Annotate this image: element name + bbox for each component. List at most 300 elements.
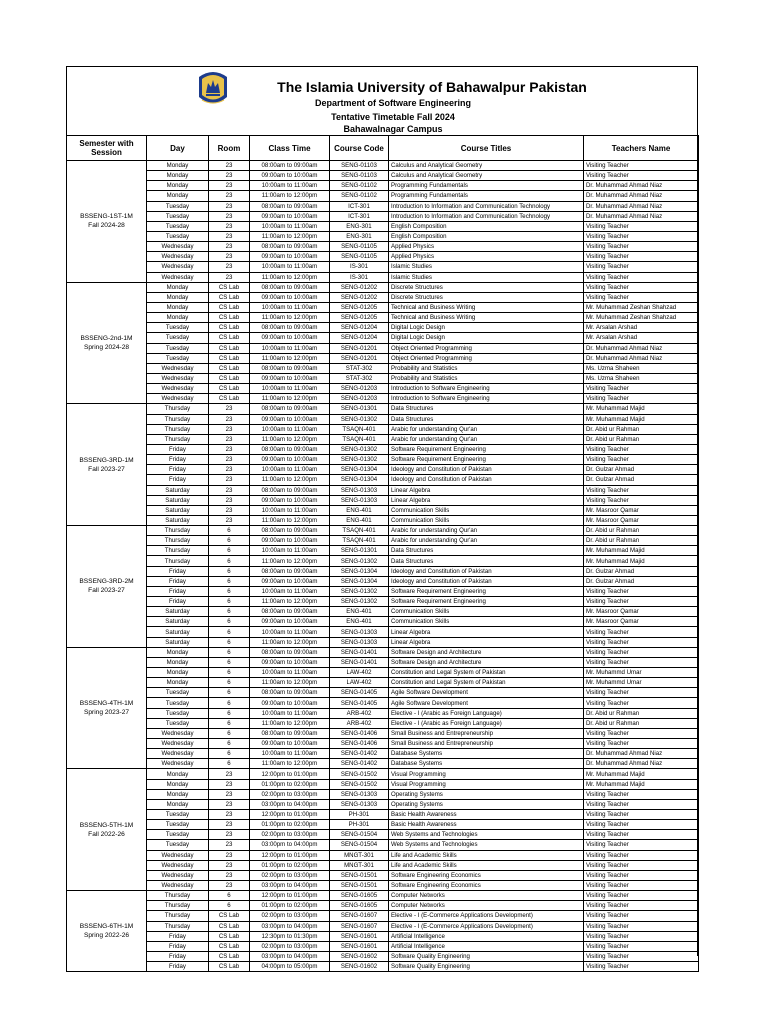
table-row [67,779,699,789]
table-row [67,444,699,454]
course-code-cell: SENG-01502 [330,769,389,779]
table-row [67,343,699,353]
teacher-cell: Visiting Teacher [584,850,699,860]
room-cell: 23 [209,424,250,434]
course-title-cell: Linear Algebra [389,627,584,637]
teacher-cell: Dr. Abid ur Rahman [584,526,699,536]
course-code-cell: SENG-01204 [330,333,389,343]
course-code-cell: SENG-01205 [330,313,389,323]
day-cell: Monday [147,171,209,181]
semester-session: Fall 2023-27 [88,465,125,473]
course-code-cell: SENG-01602 [330,962,389,972]
table-row [67,607,699,617]
course-title-cell: Software Requirement Engineering [389,455,584,465]
course-code-cell: SENG-01501 [330,870,389,880]
room-cell: 23 [209,434,250,444]
teacher-cell: Visiting Teacher [584,252,699,262]
teacher-cell: Visiting Teacher [584,647,699,657]
day-cell: Wednesday [147,363,209,373]
day-cell: Monday [147,678,209,688]
course-code-cell: ENG-301 [330,231,389,241]
semester-name: BSSENG-4TH-1M [79,700,134,708]
room-cell: CS Lab [209,363,250,373]
course-title-cell: Introduction to Information and Communication Technology [389,201,584,211]
course-title-cell: Islamic Studies [389,272,584,282]
room-cell: 6 [209,901,250,911]
room-cell: 23 [209,860,250,870]
course-title-cell: Arabic for understanding Qur'an [389,424,584,434]
room-cell: 6 [209,546,250,556]
time-cell: 08:00am to 09:00am [250,323,330,333]
room-cell: 6 [209,647,250,657]
time-cell: 12:00pm to 01:00pm [250,850,330,860]
room-cell: 23 [209,221,250,231]
day-cell: Monday [147,769,209,779]
time-cell: 09:00am to 10:00am [250,739,330,749]
teacher-cell: Mr. Muhammd Umar [584,668,699,678]
day-cell: Tuesday [147,698,209,708]
table-row [67,171,699,181]
room-cell: 23 [209,444,250,454]
course-code-cell: ENG-401 [330,617,389,627]
teacher-cell: Visiting Teacher [584,911,699,921]
time-cell: 03:00pm to 04:00pm [250,921,330,931]
course-code-cell: ENG-401 [330,515,389,525]
course-title-cell: Probability and Statistics [389,363,584,373]
course-title-cell: Linear Algebra [389,485,584,495]
room-cell: 23 [209,272,250,282]
teacher-cell: Visiting Teacher [584,799,699,809]
time-cell: 10:00am to 11:00am [250,262,330,272]
table-row [67,880,699,890]
day-cell: Wednesday [147,242,209,252]
time-cell: 11:00am to 12:00pm [250,231,330,241]
room-cell: 6 [209,617,250,627]
course-title-cell: Arabic for understanding Qur'an [389,434,584,444]
time-cell: 09:00am to 10:00am [250,576,330,586]
day-cell: Tuesday [147,840,209,850]
course-title-cell: Object Oriented Programming [389,353,584,363]
course-code-cell: SENG-01302 [330,586,389,596]
day-cell: Saturday [147,485,209,495]
room-cell: 6 [209,556,250,566]
teacher-cell: Visiting Teacher [584,637,699,647]
day-cell: Tuesday [147,343,209,353]
column-header: Semester with Session [67,136,147,161]
day-cell: Wednesday [147,880,209,890]
teacher-cell: Visiting Teacher [584,931,699,941]
table-row [67,637,699,647]
table-row [67,181,699,191]
course-code-cell: SENG-01601 [330,941,389,951]
day-cell: Friday [147,566,209,576]
table-row [67,840,699,850]
time-cell: 01:00pm to 02:00pm [250,820,330,830]
room-cell: 6 [209,718,250,728]
course-code-cell: LAW-402 [330,678,389,688]
table-row [67,627,699,637]
course-code-cell: SENG-01201 [330,353,389,363]
room-cell: 6 [209,657,250,667]
course-title-cell: Applied Physics [389,252,584,262]
room-cell: 23 [209,161,250,171]
course-title-cell: Database Systems [389,759,584,769]
teacher-cell: Dr. Abid ur Rahman [584,718,699,728]
day-cell: Monday [147,313,209,323]
time-cell: 09:00am to 10:00am [250,292,330,302]
table-row [67,799,699,809]
day-cell: Tuesday [147,211,209,221]
time-cell: 11:00am to 12:00pm [250,394,330,404]
table-row [67,384,699,394]
course-title-cell: Web Systems and Technologies [389,830,584,840]
semester-session: Fall 2023-27 [88,587,125,595]
day-cell: Wednesday [147,384,209,394]
time-cell: 10:00am to 11:00am [250,708,330,718]
time-cell: 11:00am to 12:00pm [250,272,330,282]
table-row [67,657,699,667]
room-cell: 6 [209,708,250,718]
day-cell: Tuesday [147,810,209,820]
teacher-cell: Visiting Teacher [584,597,699,607]
time-cell: 08:00am to 09:00am [250,444,330,454]
course-title-cell: Technical and Business Writing [389,302,584,312]
time-cell: 08:00am to 09:00am [250,485,330,495]
table-row [67,962,699,972]
time-cell: 08:00am to 09:00am [250,201,330,211]
time-cell: 08:00am to 09:00am [250,728,330,738]
teacher-cell: Mr. Muhammad Majid [584,404,699,414]
day-cell: Tuesday [147,333,209,343]
teacher-cell: Visiting Teacher [584,394,699,404]
table-row [67,536,699,546]
semester-cell [67,526,147,648]
teacher-cell: Visiting Teacher [584,586,699,596]
room-cell: 23 [209,211,250,221]
room-cell: 6 [209,586,250,596]
course-title-cell: Data Structures [389,556,584,566]
room-cell: 23 [209,505,250,515]
time-cell: 08:00am to 09:00am [250,161,330,171]
teacher-cell: Mr. Masroor Qamar [584,505,699,515]
day-cell: Monday [147,161,209,171]
course-title-cell: Probability and Statistics [389,373,584,383]
table-row [67,211,699,221]
time-cell: 11:00am to 12:00pm [250,475,330,485]
course-title-cell: Visual Programming [389,779,584,789]
course-title-cell: Agile Software Development [389,688,584,698]
course-title-cell: Computer Networks [389,901,584,911]
room-cell: 23 [209,870,250,880]
table-row [67,262,699,272]
day-cell: Friday [147,597,209,607]
time-cell: 08:00am to 09:00am [250,526,330,536]
time-cell: 03:00pm to 04:00pm [250,880,330,890]
teacher-cell: Dr. Muhammad Ahmad Niaz [584,191,699,201]
teacher-cell: Visiting Teacher [584,495,699,505]
teacher-cell: Mr. Muhammad Majid [584,769,699,779]
day-cell: Thursday [147,911,209,921]
room-cell: CS Lab [209,323,250,333]
time-cell: 02:00pm to 03:00pm [250,830,330,840]
day-cell: Wednesday [147,272,209,282]
course-title-cell: Software Requirement Engineering [389,586,584,596]
course-code-cell: SENG-01302 [330,597,389,607]
room-cell: CS Lab [209,962,250,972]
course-code-cell: MNGT-301 [330,850,389,860]
time-cell: 09:00am to 10:00am [250,536,330,546]
teacher-cell: Visiting Teacher [584,810,699,820]
room-cell: CS Lab [209,292,250,302]
room-cell: CS Lab [209,343,250,353]
course-code-cell: LAW-402 [330,668,389,678]
course-title-cell: Ideology and Constitution of Pakistan [389,465,584,475]
table-row [67,282,699,292]
course-code-cell: SENG-01102 [330,181,389,191]
time-cell: 08:00am to 09:00am [250,647,330,657]
course-code-cell: SENG-01204 [330,323,389,333]
course-code-cell: ENG-401 [330,505,389,515]
course-code-cell: SENG-01105 [330,252,389,262]
teacher-cell: Mr. Muhammad Majid [584,414,699,424]
time-cell: 10:00am to 11:00am [250,546,330,556]
table-row [67,414,699,424]
teacher-cell: Visiting Teacher [584,282,699,292]
day-cell: Tuesday [147,221,209,231]
course-code-cell: TSAQN-401 [330,434,389,444]
teacher-cell: Dr. Abid ur Rahman [584,424,699,434]
teacher-cell: Mr. Masroor Qamar [584,617,699,627]
semester-cell [67,282,147,404]
time-cell: 12:00pm to 01:00pm [250,810,330,820]
day-cell: Saturday [147,515,209,525]
day-cell: Thursday [147,434,209,444]
table-row [67,759,699,769]
teacher-cell: Dr. Abid ur Rahman [584,536,699,546]
course-code-cell: SENG-01103 [330,171,389,181]
time-cell: 04:00pm to 05:00pm [250,962,330,972]
teacher-cell: Visiting Teacher [584,820,699,830]
table-row [67,576,699,586]
teacher-cell: Visiting Teacher [584,840,699,850]
day-cell: Thursday [147,526,209,536]
day-cell: Wednesday [147,252,209,262]
room-cell: CS Lab [209,394,250,404]
course-title-cell: Agile Software Development [389,698,584,708]
room-cell: 23 [209,495,250,505]
day-cell: Wednesday [147,860,209,870]
table-row [67,586,699,596]
time-cell: 09:00am to 10:00am [250,455,330,465]
semester-cell [67,769,147,891]
time-cell: 09:00am to 10:00am [250,617,330,627]
course-title-cell: Software Requirement Engineering [389,597,584,607]
teacher-cell: Visiting Teacher [584,870,699,880]
day-cell: Monday [147,657,209,667]
course-code-cell: IS-301 [330,262,389,272]
time-cell: 02:00pm to 03:00pm [250,789,330,799]
course-code-cell: SENG-01302 [330,556,389,566]
teacher-cell: Visiting Teacher [584,242,699,252]
course-code-cell: STAT-302 [330,363,389,373]
course-code-cell: SENG-01302 [330,455,389,465]
room-cell: 23 [209,465,250,475]
table-row [67,647,699,657]
table-row [67,242,699,252]
day-cell: Tuesday [147,201,209,211]
room-cell: CS Lab [209,951,250,961]
day-cell: Wednesday [147,394,209,404]
semester-cell [67,161,147,283]
time-cell: 12:00pm to 01:00pm [250,769,330,779]
table-row [67,272,699,282]
table-row [67,566,699,576]
time-cell: 11:00am to 12:00pm [250,353,330,363]
day-cell: Tuesday [147,708,209,718]
course-code-cell: TSAQN-401 [330,526,389,536]
room-cell: 23 [209,171,250,181]
day-cell: Friday [147,951,209,961]
course-title-cell: Software Quality Engineering [389,962,584,972]
table-row [67,526,699,536]
course-code-cell: SENG-01303 [330,627,389,637]
table-row [67,718,699,728]
course-code-cell: SENG-01303 [330,789,389,799]
course-title-cell: Technical and Business Writing [389,313,584,323]
teacher-cell: Mr. Masroor Qamar [584,607,699,617]
teacher-cell: Dr. Muhammad Ahmad Niaz [584,749,699,759]
course-code-cell: TSAQN-401 [330,536,389,546]
semester-name: BSSENG-3RD-1M [79,456,134,464]
table-row [67,302,699,312]
room-cell: 23 [209,769,250,779]
room-cell: 6 [209,637,250,647]
course-code-cell: ARB-402 [330,718,389,728]
teacher-cell: Visiting Teacher [584,161,699,171]
time-cell: 11:00am to 12:00pm [250,313,330,323]
room-cell: 6 [209,536,250,546]
table-row [67,495,699,505]
course-title-cell: Artificial Intelligence [389,941,584,951]
table-row [67,404,699,414]
column-header: Course Titles [389,136,584,161]
course-title-cell: Discrete Structures [389,282,584,292]
day-cell: Monday [147,292,209,302]
room-cell: 6 [209,526,250,536]
course-code-cell: STAT-302 [330,373,389,383]
course-title-cell: Calculus and Analytical Geometry [389,171,584,181]
room-cell: 6 [209,678,250,688]
time-cell: 09:00am to 10:00am [250,414,330,424]
column-header: Room [209,136,250,161]
time-cell: 03:00pm to 04:00pm [250,951,330,961]
course-title-cell: Communication Skills [389,515,584,525]
room-cell: 23 [209,201,250,211]
time-cell: 01:00pm to 02:00pm [250,779,330,789]
room-cell: 23 [209,820,250,830]
teacher-cell: Mr. Arsalan Arshad [584,333,699,343]
table-header-row [67,136,699,161]
course-code-cell: SENG-01601 [330,931,389,941]
course-code-cell: SENG-01402 [330,749,389,759]
course-code-cell: SENG-01202 [330,292,389,302]
course-title-cell: Programming Fundamentals [389,191,584,201]
day-cell: Monday [147,647,209,657]
semester-name: BSSENG-1ST-1M [80,213,133,221]
teacher-cell: Mr. Muhammad Zeshan Shahzad [584,302,699,312]
day-cell: Thursday [147,546,209,556]
room-cell: 23 [209,242,250,252]
course-title-cell: Islamic Studies [389,262,584,272]
day-cell: Monday [147,181,209,191]
day-cell: Thursday [147,424,209,434]
day-cell: Tuesday [147,323,209,333]
timetable-page [66,66,698,971]
table-row [67,688,699,698]
teacher-cell: Visiting Teacher [584,292,699,302]
timetable-title: Tentative Timetable Fall 2024 [331,112,455,122]
course-code-cell: ICT-301 [330,201,389,211]
course-code-cell: ENG-301 [330,221,389,231]
time-cell: 10:00am to 11:00am [250,302,330,312]
semester-session: Spring 2024-28 [83,344,130,352]
room-cell: CS Lab [209,941,250,951]
table-row [67,941,699,951]
room-cell: 23 [209,404,250,414]
column-header: Class Time [250,136,330,161]
course-code-cell: SENG-01401 [330,647,389,657]
room-cell: 6 [209,891,250,901]
room-cell: CS Lab [209,384,250,394]
room-cell: 23 [209,475,250,485]
time-cell: 11:00am to 12:00pm [250,759,330,769]
course-code-cell: PH-301 [330,820,389,830]
course-code-cell: SENG-01406 [330,728,389,738]
time-cell: 10:00am to 11:00am [250,505,330,515]
teacher-cell: Mr. Muhammad Majid [584,556,699,566]
course-title-cell: Object Oriented Programming [389,343,584,353]
course-title-cell: English Composition [389,221,584,231]
room-cell: 23 [209,830,250,840]
teacher-cell: Dr. Gulzar Ahmad [584,566,699,576]
teacher-cell: Visiting Teacher [584,272,699,282]
table-row [67,789,699,799]
table-row [67,668,699,678]
day-cell: Saturday [147,617,209,627]
teacher-cell: Visiting Teacher [584,921,699,931]
course-title-cell: Linear Algebra [389,637,584,647]
course-title-cell: Elective - I (Arabic as Foreign Language) [389,708,584,718]
teacher-cell: Visiting Teacher [584,444,699,454]
course-title-cell: Arabic for understanding Qur'an [389,526,584,536]
course-title-cell: Software Quality Engineering [389,951,584,961]
teacher-cell: Dr. Muhammad Ahmad Niaz [584,211,699,221]
day-cell: Monday [147,302,209,312]
teacher-cell: Dr. Abid ur Rahman [584,434,699,444]
table-row [67,485,699,495]
teacher-cell: Dr. Muhammad Ahmad Niaz [584,181,699,191]
time-cell: 11:00am to 12:00pm [250,556,330,566]
table-row [67,475,699,485]
table-row [67,465,699,475]
table-row [67,455,699,465]
table-row [67,850,699,860]
course-code-cell: SENG-01105 [330,242,389,252]
time-cell: 10:00am to 11:00am [250,424,330,434]
time-cell: 10:00am to 11:00am [250,465,330,475]
room-cell: 6 [209,668,250,678]
teacher-cell: Ms. Uzma Shaheen [584,363,699,373]
